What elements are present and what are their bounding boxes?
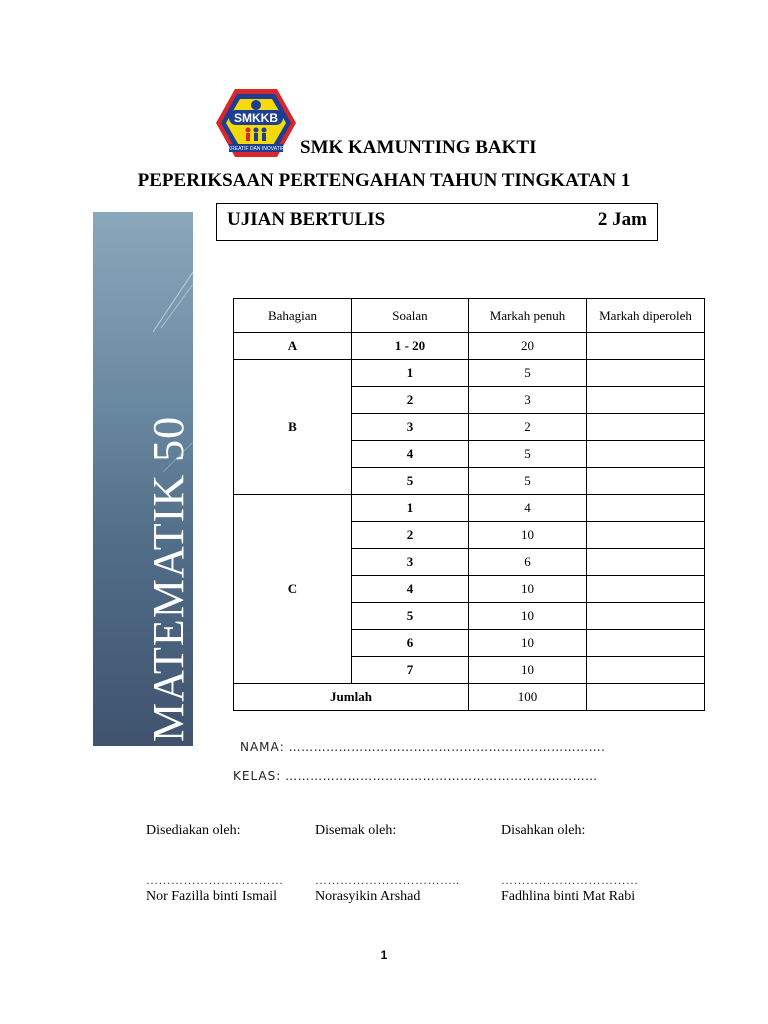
full-marks-cell: 4 (469, 495, 587, 522)
section-label: A (234, 333, 352, 360)
table-row (234, 495, 705, 522)
question-cell: 3 (352, 414, 469, 441)
question-cell: 4 (352, 576, 469, 603)
section-label: C (234, 495, 352, 684)
paper-info-box (216, 203, 658, 241)
full-marks-cell: 10 (469, 603, 587, 630)
svg-text:KREATIF DAN INOVATIF: KREATIF DAN INOVATIF (227, 146, 285, 152)
total-value: 100 (469, 684, 587, 711)
table-header-row (234, 299, 705, 333)
question-cell: 1 (352, 495, 469, 522)
table-row (234, 333, 705, 360)
paper-type: UJIAN BERTULIS (227, 209, 386, 230)
svg-text:SMKKB: SMKKB (234, 111, 278, 125)
full-marks-cell: 6 (469, 549, 587, 576)
total-obtained-cell[interactable] (587, 684, 705, 711)
full-marks-cell: 20 (469, 333, 587, 360)
full-marks-cell: 5 (469, 468, 587, 495)
marks-obtained-cell[interactable] (587, 360, 705, 387)
marks-obtained-cell[interactable] (587, 522, 705, 549)
kelas-field[interactable] (233, 769, 598, 783)
section-label: B (234, 360, 352, 495)
kelas-dots: : ………………………………………………………………… (276, 769, 598, 783)
full-marks-cell: 10 (469, 630, 587, 657)
full-marks-cell: 10 (469, 576, 587, 603)
approved-by-label: Disahkan oleh: (501, 823, 586, 838)
school-name: SMK KAMUNTING BAKTI (300, 137, 537, 158)
full-marks-cell: 5 (469, 441, 587, 468)
header-soalan: Soalan (352, 299, 469, 333)
marks-obtained-cell[interactable] (587, 657, 705, 684)
marks-obtained-cell[interactable] (587, 603, 705, 630)
prepared-by-signature-line[interactable]: …………………………… (146, 873, 284, 887)
prepared-by-label: Disediakan oleh: (146, 823, 241, 838)
nama-label: NAMA (240, 740, 280, 754)
full-marks-cell: 10 (469, 657, 587, 684)
approved-by-name: Fadhlina binti Mat Rabi (501, 889, 636, 904)
table-row (234, 360, 705, 387)
full-marks-cell: 2 (469, 414, 587, 441)
question-cell: 1 - 20 (352, 333, 469, 360)
nama-dots: : …………………………………………………………………. (279, 740, 606, 754)
header-bahagian: Bahagian (234, 299, 352, 333)
checked-by-name: Norasyikin Arshad (315, 889, 421, 904)
question-cell: 4 (352, 441, 469, 468)
exam-title: PEPERIKSAAN PERTENGAHAN TAHUN TINGKATAN 1 (137, 170, 631, 191)
subject-label: MATEMATIK 50 (144, 415, 193, 742)
marks-obtained-cell[interactable] (587, 576, 705, 603)
question-cell: 1 (352, 360, 469, 387)
marks-obtained-cell[interactable] (587, 468, 705, 495)
total-label: Jumlah (234, 684, 469, 711)
question-cell: 5 (352, 603, 469, 630)
question-cell: 2 (352, 387, 469, 414)
kelas-label: KELAS (233, 769, 277, 783)
approved-by-signature-line[interactable]: …………………………… (501, 873, 639, 887)
marks-obtained-cell[interactable] (587, 630, 705, 657)
full-marks-cell: 10 (469, 522, 587, 549)
total-row (234, 684, 705, 711)
page-number: 1 (380, 948, 388, 962)
question-cell: 2 (352, 522, 469, 549)
question-cell: 5 (352, 468, 469, 495)
checked-by-label: Disemak oleh: (315, 823, 397, 838)
checked-by-signature-line[interactable]: …………………………….. (315, 873, 460, 887)
header-markah-diperoleh: Markah diperoleh (587, 299, 705, 333)
paper-duration: 2 Jam (597, 209, 647, 230)
marks-table (233, 298, 705, 711)
marks-obtained-cell[interactable] (587, 495, 705, 522)
marks-obtained-cell[interactable] (587, 549, 705, 576)
marks-obtained-cell[interactable] (587, 414, 705, 441)
question-cell: 6 (352, 630, 469, 657)
prepared-by-name: Nor Fazilla binti Ismail (146, 889, 278, 904)
marks-obtained-cell[interactable] (587, 333, 705, 360)
full-marks-cell: 3 (469, 387, 587, 414)
school-logo (215, 88, 297, 158)
header-markah-penuh: Markah penuh (469, 299, 587, 333)
question-cell: 7 (352, 657, 469, 684)
marks-obtained-cell[interactable] (587, 387, 705, 414)
nama-field[interactable] (240, 740, 605, 754)
full-marks-cell: 5 (469, 360, 587, 387)
marks-obtained-cell[interactable] (587, 441, 705, 468)
question-cell: 3 (352, 549, 469, 576)
subject-banner (93, 212, 193, 746)
